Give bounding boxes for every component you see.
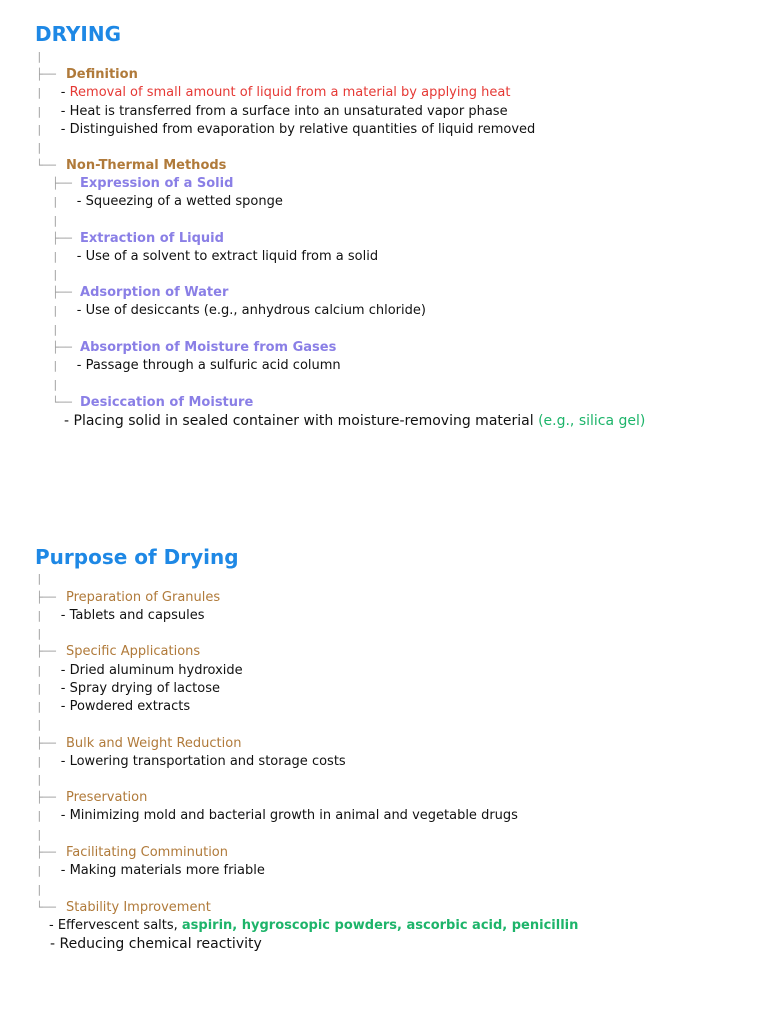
tree-connector: | [36, 627, 43, 640]
tree-connector: | [52, 378, 59, 391]
tree-connector: | [36, 105, 43, 118]
purpose-section: └── Stability Improvement [36, 900, 211, 915]
tree-connector: | [36, 86, 43, 99]
section-item: - Effervescent salts, aspirin, hygroscopic powders, ascorbic acid, penicillin [49, 918, 579, 933]
section-item: | - Spray drying of lactose [36, 681, 220, 696]
tree-connector: | [36, 718, 43, 731]
method-row: ├── Absorption of Moisture from Gases [52, 340, 337, 355]
section-item: | - Minimizing mold and bacterial growth in animal and vegetable drugs [36, 808, 518, 823]
definition-item: | - Heat is transferred from a surface into an unsaturated vapor phase [36, 104, 508, 119]
section-heading: Specific Applications [66, 644, 201, 659]
method-desc: - Placing solid in sealed container with moisture-removing material (e.g., silica gel) [64, 413, 646, 429]
tree-connector: | [52, 323, 59, 336]
nonthermal-heading: Non-Thermal Methods [66, 158, 227, 173]
method-row: └── Desiccation of Moisture [52, 395, 254, 410]
method-name: Extraction of Liquid [80, 231, 224, 246]
method-row: ├── Adsorption of Water [52, 285, 229, 300]
definition-item: | - Distinguished from evaporation by relative quantities of liquid removed [36, 122, 536, 137]
section-item: | - Tablets and capsules [36, 608, 205, 623]
example-highlight: (e.g., silica gel) [538, 413, 646, 429]
tree-connector: | [36, 828, 43, 841]
tree-connector: | [36, 50, 43, 63]
tree-connector: | [36, 883, 43, 896]
drying-title: DRYING [35, 22, 121, 46]
section-heading: Stability Improvement [66, 900, 211, 915]
method-name: Absorption of Moisture from Gases [80, 340, 337, 355]
purpose-section: ├── Bulk and Weight Reduction [36, 736, 242, 751]
section-item: | - Dried aluminum hydroxide [36, 663, 243, 678]
purpose-title: Purpose of Drying [35, 545, 239, 569]
section-heading: Bulk and Weight Reduction [66, 736, 242, 751]
tree-connector: └── [36, 159, 56, 172]
tree-connector: | [36, 141, 43, 154]
section-heading: Preservation [66, 790, 148, 805]
section-item: | - Powdered extracts [36, 699, 191, 714]
tree-connector: | [52, 214, 59, 227]
definition-text: Removal of small amount of liquid from a material by applying heat [69, 85, 511, 100]
tree-connector: | [36, 123, 43, 136]
example-highlight: aspirin, hygroscopic powders, ascorbic acid, penicillin [181, 918, 579, 933]
method-desc: | - Passage through a sulfuric acid column [52, 358, 341, 373]
method-name: Desiccation of Moisture [80, 395, 254, 410]
tree-connector: ├── [36, 68, 56, 81]
purpose-section: ├── Preservation [36, 790, 148, 805]
method-desc: | - Use of a solvent to extract liquid from a solid [52, 249, 379, 264]
method-name: Adsorption of Water [80, 285, 229, 300]
purpose-section: ├── Facilitating Comminution [36, 845, 228, 860]
definition-item: | - Removal of small amount of liquid from a material by applying heat [36, 85, 511, 100]
section-heading: Preparation of Granules [66, 590, 221, 605]
definition-heading: Definition [66, 67, 138, 82]
purpose-section: ├── Preparation of Granules [36, 590, 221, 605]
definition-row [36, 66, 138, 84]
method-desc: | - Use of desiccants (e.g., anhydrous calcium chloride) [52, 303, 426, 318]
section-item: - Reducing chemical reactivity [50, 936, 262, 952]
section-item: | - Lowering transportation and storage costs [36, 754, 346, 769]
section-item: | - Making materials more friable [36, 863, 265, 878]
tree-connector: | [52, 268, 59, 281]
method-row: ├── Expression of a Solid [52, 176, 234, 191]
method-desc: | - Squeezing of a wetted sponge [52, 194, 283, 209]
tree-connector: | [36, 773, 43, 786]
section-heading: Facilitating Comminution [66, 845, 228, 860]
tree-connector: | [36, 572, 43, 585]
nonthermal-row [36, 157, 226, 175]
method-name: Expression of a Solid [80, 176, 234, 191]
purpose-section: ├── Specific Applications [36, 644, 201, 659]
method-row: ├── Extraction of Liquid [52, 231, 224, 246]
